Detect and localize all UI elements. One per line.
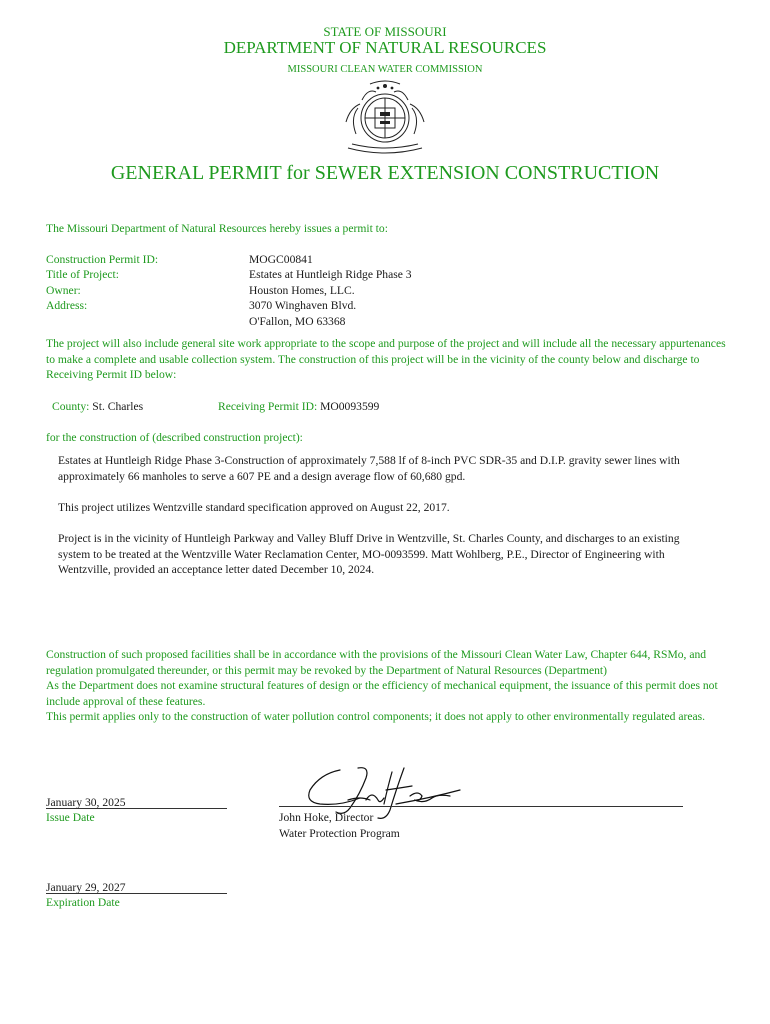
county-label: County: (52, 400, 90, 413)
law-text-3: This permit applies only to the construction of water pollution control components; it does not apply to other environmentally regulated areas. (46, 710, 706, 723)
permit-id-label: Construction Permit ID: (46, 253, 159, 266)
intro-text: The Missouri Department of Natural Resources hereby issues a permit to: (46, 222, 388, 235)
specification-note: This project utilizes Wentzville standard specification approved on August 22, 2017. (58, 501, 450, 514)
issue-date-label: Issue Date (46, 811, 95, 824)
commission-heading: MISSOURI CLEAN WATER COMMISSION (287, 64, 483, 75)
director-program: Water Protection Program (279, 827, 400, 840)
law-text-2: As the Department does not examine structural features of design or the efficiency of mechanical equipment, the issuance of this permit does not include approval of these features. (46, 679, 718, 708)
receiving-permit-label: Receiving Permit ID: (218, 400, 318, 413)
expiration-date-label: Expiration Date (46, 896, 120, 909)
receiving-permit-row (218, 399, 379, 415)
construction-of-label: for the construction of (described construction project): (46, 431, 303, 444)
issue-date-line (46, 808, 227, 809)
project-title-label: Title of Project: (46, 268, 119, 281)
owner-label: Owner: (46, 284, 81, 297)
county-value: St. Charles (92, 400, 144, 413)
director-signature-line (279, 806, 683, 807)
issue-date-value: January 30, 2025 (46, 796, 126, 809)
project-description: Estates at Huntleigh Ridge Phase 3-Construction of approximately 7,588 lf of 8-inch PVC SDR-35 and D.I.P. gravity sewer lines with approximately 66 manholes to serve a 607 PE and a design average flow of 60,680 gpd. (58, 454, 680, 483)
vicinity-note: Project is in the vicinity of Huntleigh Parkway and Valley Bluff Drive in Wentzville, St. Charles County, and discharges to an existing system to be treated at the Wentzville Water Reclamation Center, MO-0093599. Matt Wohlberg, P.E., Director of Engineering with Wentzville, provided an acceptance letter dated December 10, 2024. (58, 532, 680, 576)
address-city-value: O'Fallon, MO 63368 (249, 315, 346, 328)
permit-title: GENERAL PERMIT for SEWER EXTENSION CONSTRUCTION (110, 162, 660, 184)
expiration-date-line (46, 893, 227, 894)
expiration-date-value: January 29, 2027 (46, 881, 126, 894)
department-heading: DEPARTMENT OF NATURAL RESOURCES (223, 38, 547, 57)
state-seal-icon (340, 78, 430, 156)
project-title-value: Estates at Huntleigh Ridge Phase 3 (249, 268, 412, 281)
county-row (52, 399, 143, 415)
director-name: John Hoke, Director (279, 811, 374, 824)
address-value: 3070 Winghaven Blvd. (249, 299, 357, 312)
scope-paragraph: The project will also include general site work appropriate to the scope and purpose of the project and will include all the necessary appurtenances to make a complete and usable collection system. The construction of this project will be in the vicinity of the county below and discharge to Receiving Permit ID below: (46, 337, 726, 381)
receiving-permit-value: MO0093599 (320, 400, 380, 413)
owner-value: Houston Homes, LLC. (249, 284, 355, 297)
address-label: Address: (46, 299, 88, 312)
law-paragraph (46, 647, 736, 725)
law-text-1: Construction of such proposed facilities shall be in accordance with the provisions of the Missouri Clean Water Law, Chapter 644, RSMo, and regulation promulgated thereunder, or this permit may be revoked by the Department of Natural Resources (Department) (46, 648, 707, 677)
permit-id-value: MOGC00841 (249, 253, 313, 266)
state-heading: STATE OF MISSOURI (323, 24, 447, 39)
